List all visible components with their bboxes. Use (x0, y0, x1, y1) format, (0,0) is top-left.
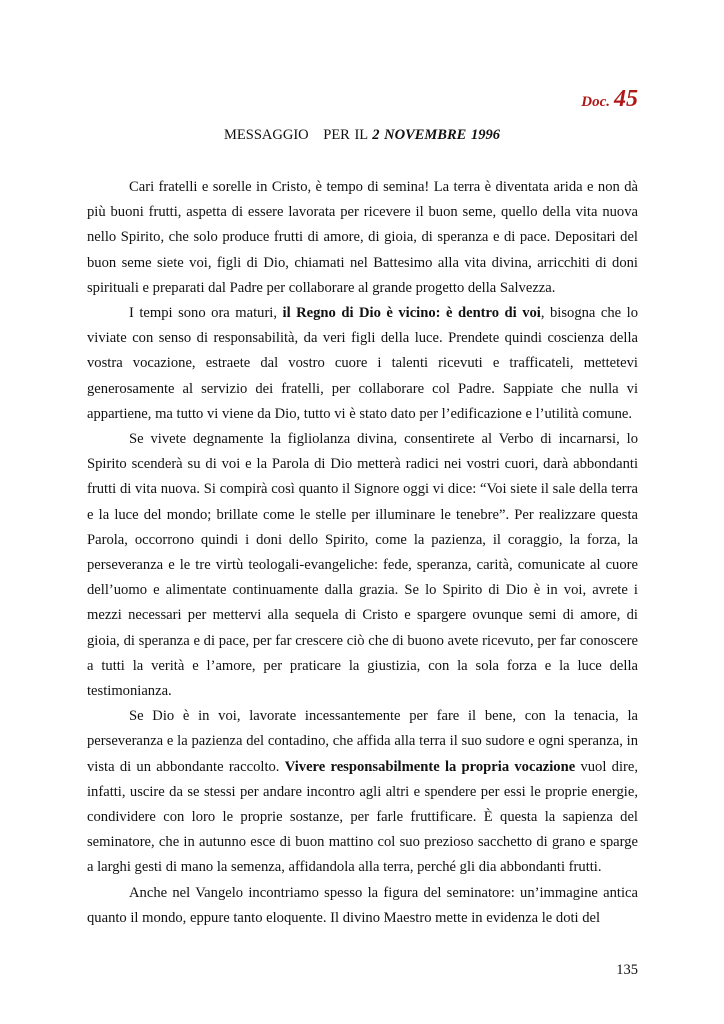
paragraph-2-text-a: I tempi sono ora maturi, (129, 305, 283, 322)
paragraph-4-text-a: Se Dio è in voi, lavorate incessantemente per fare il bene, con la tenacia, la perseveranza e la pazienza del contadino, che affida alla terra il suo sudore e ogni speranza, in vista di un abbondante raccolto. (87, 708, 638, 775)
paragraph-2-text-b: , bisogna che lo viviate con senso di responsabilità, da veri figli della luce. Prendete quindi coscienza della vostra vocazione, estraete dal vostro cuore i talenti ricevuti e trafficateli, mettetevi generosamente al servizio dei fratelli, per collaborare col Padre. Sappiate che nulla vi appartiene, ma tutto vi viene da Dio, tutto vi è stato dato per l’edificazione e l’utilità comune. (87, 305, 638, 422)
paragraph-4 (87, 704, 638, 880)
heading-date: 2 NOVEMBRE 1996 (372, 127, 500, 143)
heading-part2: PER IL (323, 127, 368, 143)
document-number-label (581, 86, 638, 113)
paragraph-4-text-b: vuol dire, infatti, uscire da se stessi per andare incontro agli altri e spendere per essi le proprie energie, condividere con loro le proprie sostanze, per farle fruttificare. È questa la sapienza del seminatore, che in autunno esce di buon mattino col suo prezioso sacchetto di grano e sparge a larghi gesti di mano la semenza, affidandola alla terra, perché gli dia abbondanti frutti. (87, 758, 638, 876)
doc-number: 45 (614, 86, 638, 112)
paragraph-3: Se vivete degnamente la figliolanza divina, consentirete al Verbo di incarnarsi, lo Spirito scenderà su di voi e la Parola di Dio metterà radici nei vostri cuori, darà abbondanti frutti di vita nuova. Si compirà così quanto il Signore oggi vi dice: “Voi siete il sale della terra e la luce del mondo; brillate come le stelle per illuminare le tenebre”. Per realizzare questa Parola, occorrono quindi i doni dello Spirito, come la pazienza, il coraggio, la forza, la perseveranza e le tre virtù teologali-evangeliche: fede, speranza, carità, comunicate al cuore dell’uomo e alimentate continuamente dalla grazia. Se lo Spirito di Dio è in voi, avrete i mezzi necessari per mettervi alla sequela di Cristo e spargere ovunque semi di amore, di gioia, di speranza e di pace, per far crescere ciò che di buono avete ricevuto, per far conoscere a tutti la verità e l’amore, per praticare la giustizia, con la sola forza e la luce della testimonianza. (87, 431, 638, 700)
paragraph-2 (87, 301, 638, 427)
page-heading (0, 127, 724, 144)
paragraph-4-emphasis: Vivere responsabilmente la propria vocazione (284, 758, 576, 775)
heading-part1: MESSAGGIO (224, 127, 309, 143)
doc-word: Doc. (581, 94, 610, 110)
page-number: 135 (616, 962, 638, 978)
document-body (87, 175, 638, 931)
paragraph-5: Anche nel Vangelo incontriamo spesso la figura del seminatore: un’immagine antica quanto il mondo, eppure tanto eloquente. Il divino Maestro mette in evidenza le doti del (87, 884, 638, 926)
paragraph-2-emphasis: il Regno di Dio è vicino: è dentro di voi (282, 305, 541, 322)
paragraph-1: Cari fratelli e sorelle in Cristo, è tempo di semina! La terra è diventata arida e non dà più buoni frutti, aspetta di essere lavorata per ricevere il buon seme, quello della vita nuova nello Spirito, che solo produce frutti di amore, di gioia, di speranza e di pace. Depositari del buon seme siete voi, figli di Dio, chiamati nel Battesimo alla vita divina, arricchiti di doni spirituali e preparati dal Padre per collaborare al grande progetto della Salvezza. (87, 179, 638, 296)
